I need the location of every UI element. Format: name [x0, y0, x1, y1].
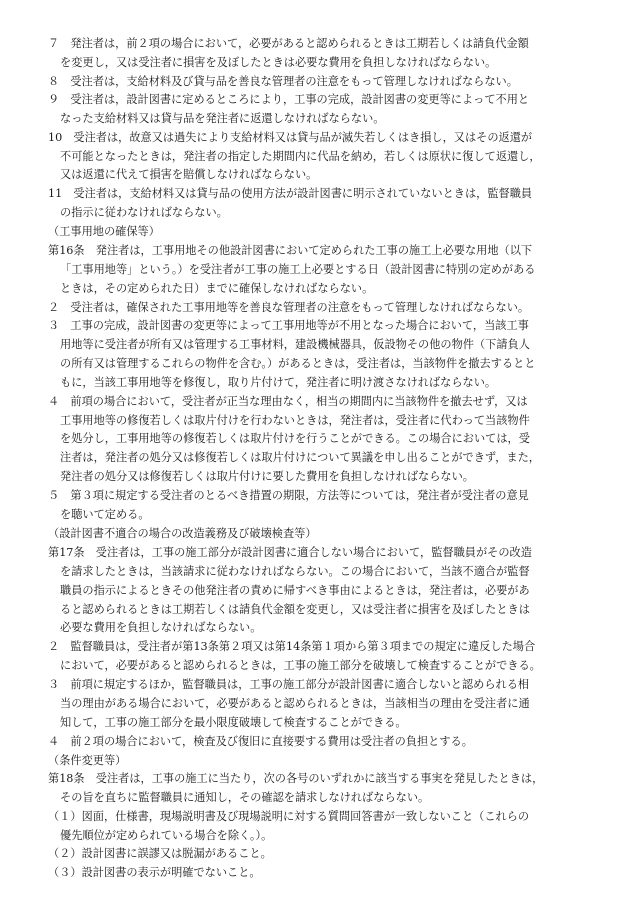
text-line: 当の理由がある場合において，必要があると認められるときは，当該相当の理由を受注者に通 — [60, 697, 530, 710]
text-line: ３ 工事の完成，設計図書の変更等によって工事用地等が不用となった場合において，当該工事 — [48, 319, 529, 332]
text-line: を変更し，又は受注者に損害を及ぼしたときは必要な費用を負担しなければならない。 — [60, 56, 497, 69]
text-line: ３ 前項に規定するほか，監督職員は，工事の施工部分が設計図書に適合しないと認められる相 — [48, 678, 530, 691]
text-line: 第18条 受注者は，工事の施工に当たり，次の各号のいずれかに該当する事実を発見したときは， — [48, 772, 544, 785]
text-line: 用地等に受注者が所有又は管理する工事材料，建設機械器具，仮設物その他の物件（下請負人 — [60, 338, 530, 351]
section-heading: （設計図書不適合の場合の改造義務及び破壊検査等） — [48, 527, 317, 540]
text-line: 知して，工事の施工部分を最小限度破壊して検査することができる。 — [60, 716, 407, 729]
text-line: の所有又は管理するこれらの物件を含む。）があるときは，受注者は，当該物件を撤去するとと — [60, 357, 536, 370]
text-line: 注者は，発注者の処分又は修復若しくは取片付けについて異議を申し出ることができず，また， — [60, 451, 540, 464]
text-line: ７ 発注者は，前２項の場合において，必要があると認められるときは工期若しくは請負代金額 — [48, 37, 529, 50]
text-line: を聴いて定める。 — [60, 508, 150, 521]
text-line: ８ 受注者は，支給材料及び貸与品を善良な管理者の注意をもって管理しなければならない。 — [48, 75, 518, 88]
text-line: 工事用地等の修復若しくは取片付けを行わないときは，発注者は，受注者に代わって当該物件 — [60, 414, 530, 427]
text-line: 第17条 受注者は，工事の施工部分が設計図書に適合しない場合において，監督職員がその改造 — [48, 546, 532, 559]
text-line: （２）設計図書に誤謬又は脱漏があること。 — [48, 847, 272, 860]
text-line: もに，当該工事用地等を修復し，取り片付けて，発注者に明け渡さなければならない。 — [60, 376, 497, 389]
text-line: 11 受注者は，支給材料又は貸与品の使用方法が設計図書に明示されていないときは，監督職員 — [48, 187, 533, 200]
section-heading: （工事用地の確保等） — [48, 225, 160, 238]
text-line: 優先順位が定められている場合を除く。）。 — [60, 829, 273, 842]
text-line: その旨を直ちに監督職員に通知し，その確認を請求しなければならない。 — [60, 791, 430, 804]
text-line: 不可能となったときは，発注者の指定した期間内に代品を納め，若しくは原状に復して返還し， — [60, 150, 541, 163]
text-line: なった支給材料又は貸与品を発注者に返還しなければならない。 — [60, 112, 385, 125]
section-heading: （条件変更等） — [48, 754, 127, 767]
text-line: の指示に従わなければならない。 — [60, 206, 228, 219]
text-line: 又は返還に代えて損害を賠償しなければならない。 — [60, 168, 318, 181]
text-line: ときは，その定められた日）までに確保しなければならない。 — [60, 282, 374, 295]
text-line: 第16条 発注者は，工事用地その他設計図書において定められた工事の施工上必要な用地（以下 — [48, 244, 533, 257]
text-line: 10 受注者は，故意又は過失により支給材料又は貸与品が滅失若しくはき損し，又はその返還が — [48, 131, 533, 144]
text-line: ５ 第３項に規定する受注者のとるべき措置の期限，方法等については，発注者が受注者の意見 — [48, 489, 529, 502]
text-line: 「工事用地等」という。）を受注者が工事の施工上必要とする日（設計図書に特別の定めがある — [60, 263, 536, 276]
text-line: ２ 受注者は，確保された工事用地等を善良な管理者の注意をもって管理しなければならない。 — [48, 301, 530, 314]
text-line: ４ 前項の場合において，受注者が正当な理由なく，相当の期間内に当該物件を撤去せず，又は — [48, 395, 528, 408]
text-line: において，必要があると認められるときは，工事の施工部分を破壊して検査することができる。 — [60, 659, 541, 672]
text-line: 必要な費用を負担しなければならない。 — [60, 621, 262, 634]
text-line: 職員の指示によるときその他発注者の責めに帰すべき事由によるときは，発注者は，必要があ — [60, 584, 530, 597]
text-line: ４ 前２項の場合において，検査及び復旧に直接要する費用は受注者の負担とする。 — [48, 735, 473, 748]
text-line: （１）図面，仕様書，現場説明書及び現場説明に対する質問回答書が一致しないこと（これらの — [48, 810, 530, 823]
text-line: （３）設計図書の表示が明確でないこと。 — [48, 866, 261, 879]
text-line: を処分し，工事用地等の修復若しくは取片付けを行うことができる。この場合においては，受 — [60, 432, 530, 445]
text-line: 発注者の処分又は修復若しくは取片付けに要した費用を負担しなければならない。 — [60, 470, 474, 483]
text-line: ９ 受注者は，設計図書に定めるところにより，工事の完成，設計図書の変更等によって不用と — [48, 93, 530, 106]
text-line: ２ 監督職員は，受注者が第13条第２項又は第14条第１項から第３項までの規定に違反した場合 — [48, 640, 536, 653]
text-line: を請求したときは，当該請求に従わなければならない。この場合において，当該不適合が監督 — [60, 565, 530, 578]
text-line: ると認められるときは工期若しくは請負代金額を変更し，又は受注者に損害を及ぼしたときは — [60, 603, 530, 616]
